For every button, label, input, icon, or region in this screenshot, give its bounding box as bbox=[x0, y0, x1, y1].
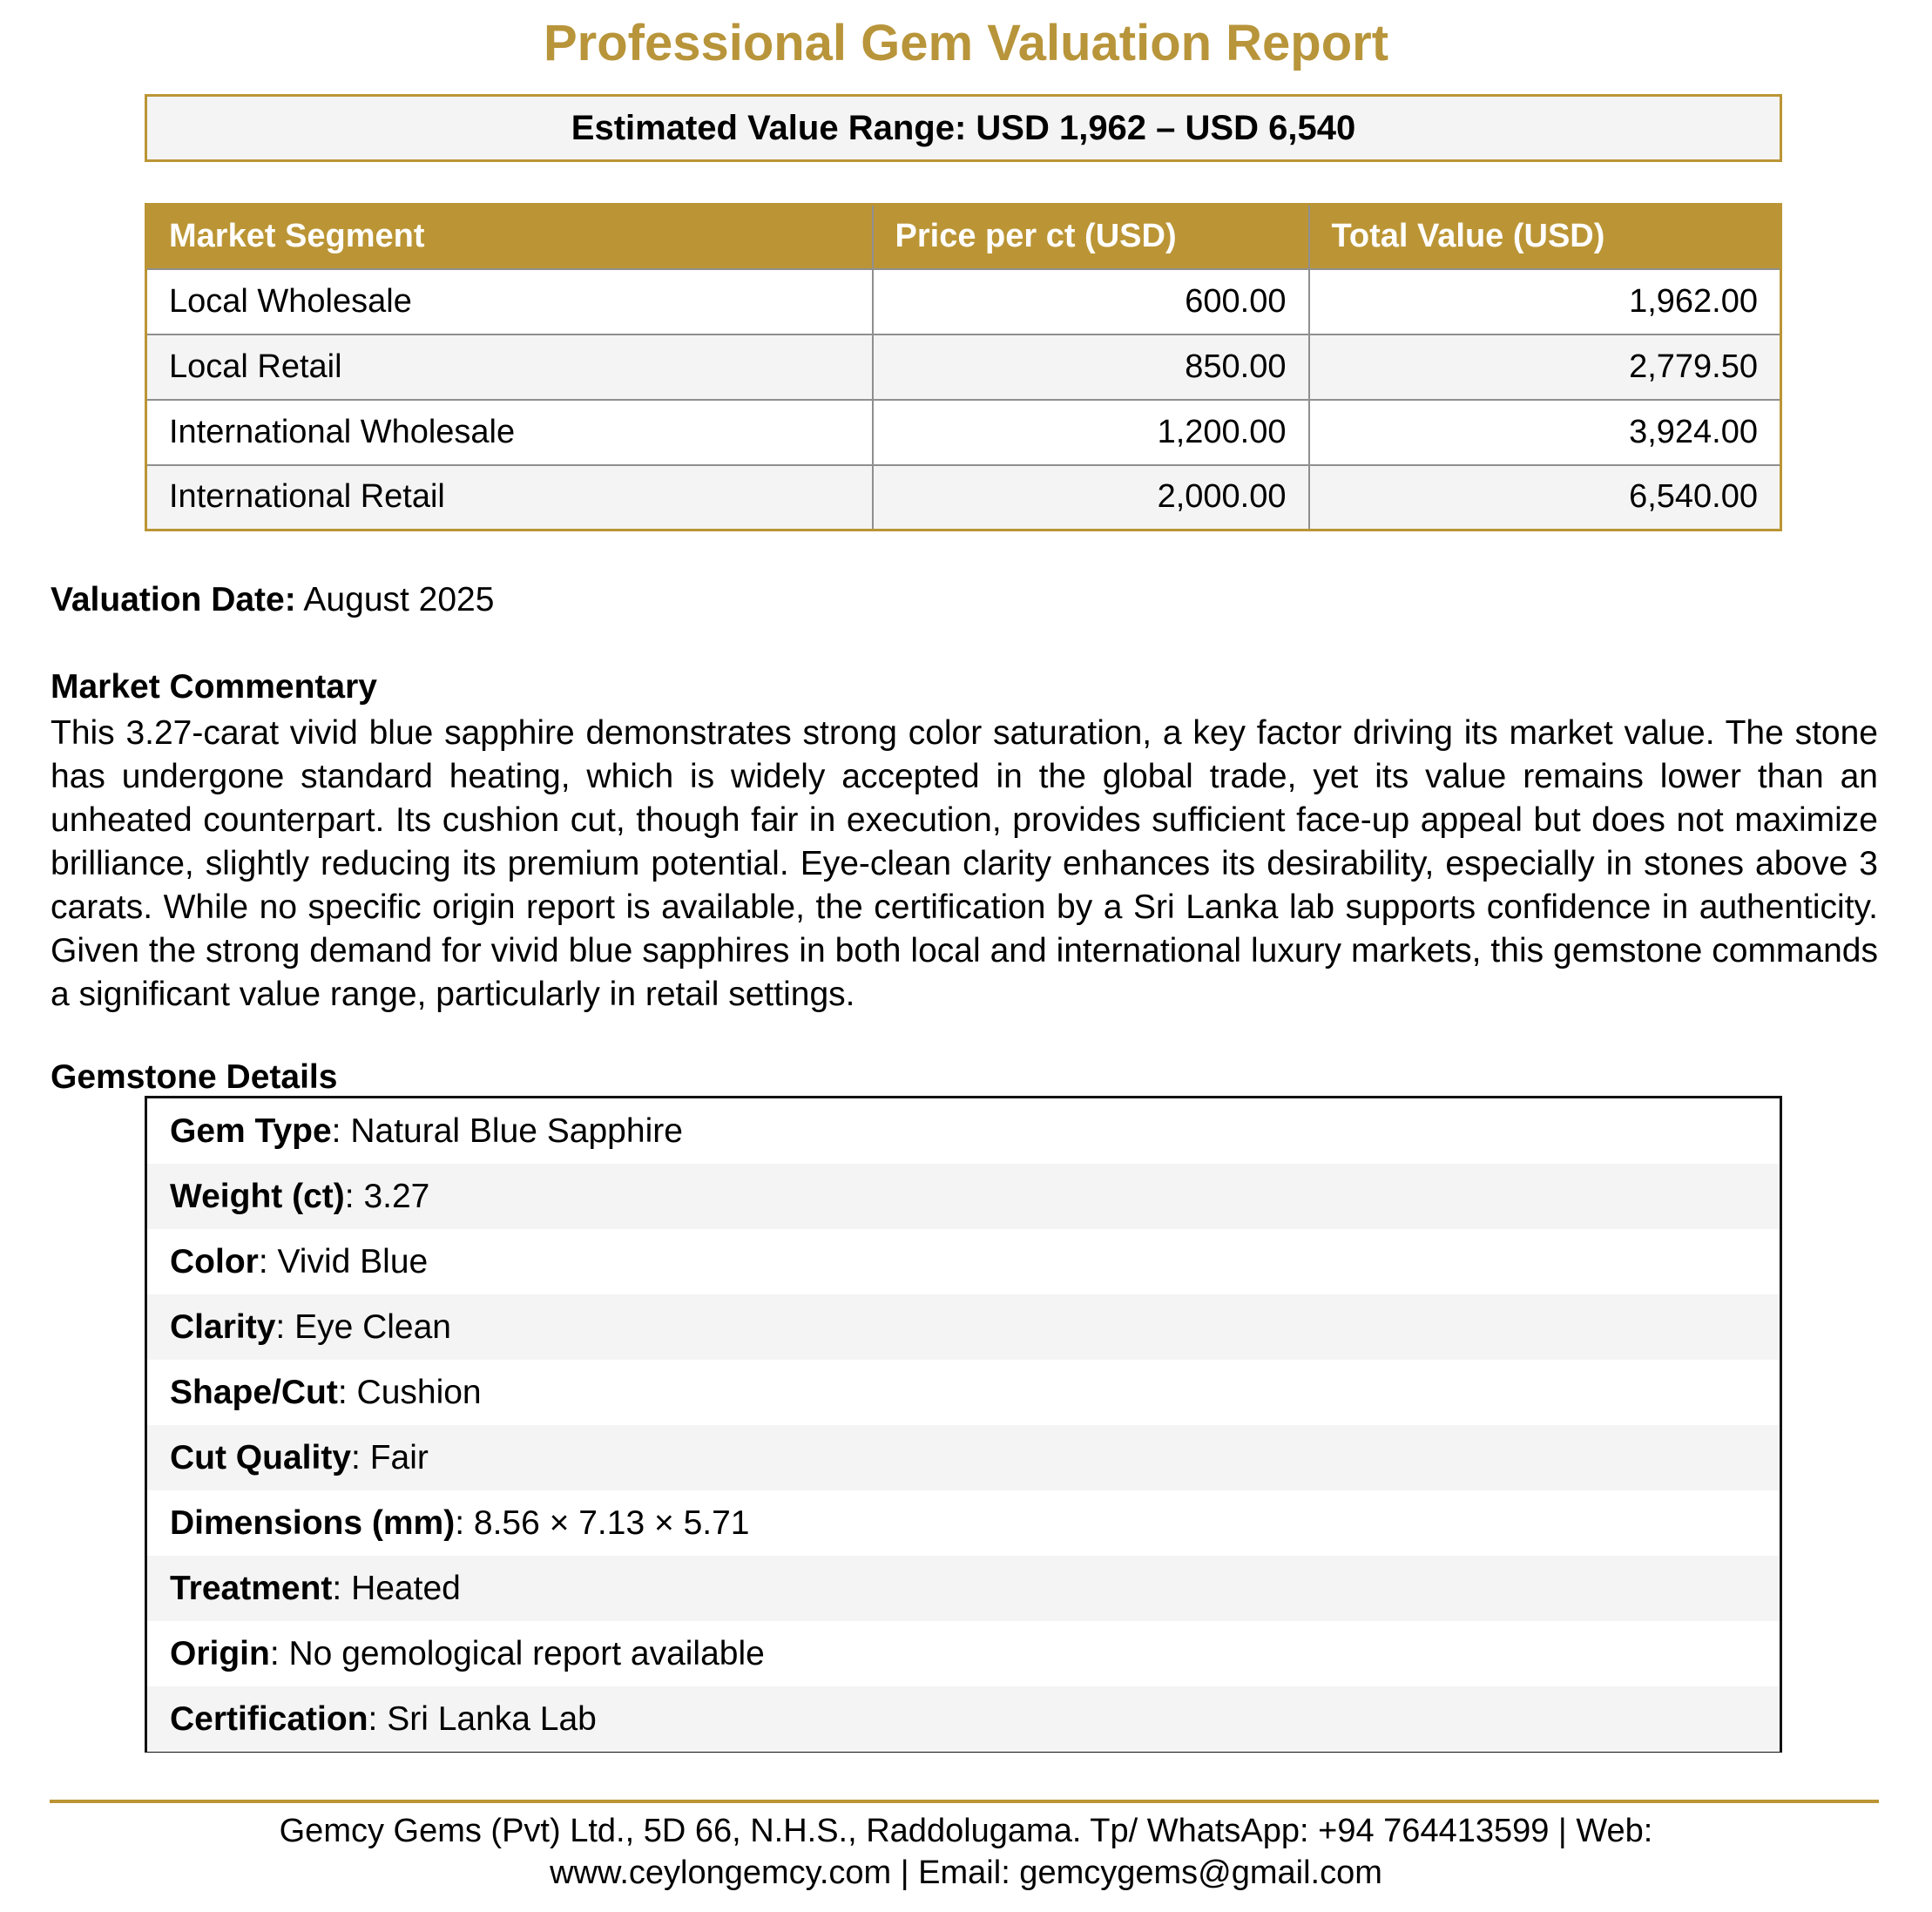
detail-value: Eye Clean bbox=[294, 1307, 451, 1346]
detail-value: Heated bbox=[351, 1569, 461, 1607]
column-header-total-value: Total Value (USD) bbox=[1309, 205, 1781, 269]
detail-value: 3.27 bbox=[363, 1177, 430, 1215]
detail-label: Certification bbox=[170, 1699, 368, 1738]
detail-row-color: Color : Vivid Blue bbox=[170, 1242, 429, 1280]
market-valuation-table bbox=[145, 203, 1782, 531]
detail-label: Color bbox=[170, 1242, 259, 1280]
detail-label: Clarity bbox=[170, 1307, 276, 1346]
segment-cell: Local Retail bbox=[146, 334, 873, 400]
footer-divider bbox=[50, 1800, 1879, 1803]
table-row bbox=[146, 465, 1781, 530]
detail-row-treatment: Treatment : Heated bbox=[147, 1556, 1780, 1621]
detail-value: Cushion bbox=[356, 1373, 482, 1411]
detail-value: Natural Blue Sapphire bbox=[350, 1111, 683, 1150]
detail-value: Fair bbox=[369, 1438, 429, 1476]
detail-label: Shape/Cut bbox=[170, 1373, 338, 1411]
footer-contact bbox=[0, 1810, 1932, 1894]
column-header-segment: Market Segment bbox=[146, 205, 873, 269]
detail-row-weight: Weight (ct) : 3.27 bbox=[147, 1164, 1780, 1229]
estimated-value-range-text: Estimated Value Range: USD 1,962 – USD 6,540 bbox=[571, 108, 1356, 147]
price-per-ct-cell: 2,000.00 bbox=[873, 465, 1309, 530]
detail-row-dimensions: Dimensions (mm) : 8.56 × 7.13 × 5.71 bbox=[170, 1503, 750, 1542]
detail-row-gem-type: Gem Type : Natural Blue Sapphire bbox=[170, 1111, 683, 1150]
total-value-cell: 2,779.50 bbox=[1309, 334, 1781, 400]
page-title: Professional Gem Valuation Report bbox=[543, 15, 1389, 71]
price-per-ct-cell: 850.00 bbox=[873, 334, 1309, 400]
table-row bbox=[146, 269, 1781, 334]
table-header-row bbox=[146, 205, 1781, 269]
market-commentary-heading: Market Commentary bbox=[51, 668, 377, 706]
table-row bbox=[146, 334, 1781, 400]
table-row bbox=[146, 400, 1781, 465]
column-header-price-per-ct: Price per ct (USD) bbox=[873, 205, 1309, 269]
segment-cell: Local Wholesale bbox=[146, 269, 873, 334]
detail-label: Cut Quality bbox=[170, 1438, 352, 1476]
segment-cell: International Wholesale bbox=[146, 400, 873, 465]
market-commentary-text: This 3.27-carat vivid blue sapphire demonstrates strong color saturation, a key factor driving its market value. The stone has undergone standard heating, which is widely accepted in the global trade, yet its value remains lower than an unheated counterpart. Its cushion cut, though fair in execution, provides sufficient face-up appeal but does not maximize brilliance, slightly reducing its premium potential. Eye-clean clarity enhances its desirability, especially in stones above 3 carats. While no specific origin report is available, the certification by a Sri Lanka lab supports confidence in authenticity. Given the strong demand for vivid blue sapphires in both local and international luxury markets, this gemstone commands a significant value range, particularly in retail settings. bbox=[51, 714, 1878, 1013]
detail-row-cut-quality: Cut Quality : Fair bbox=[147, 1425, 1780, 1490]
segment-cell: International Retail bbox=[146, 465, 873, 530]
detail-label: Origin bbox=[170, 1634, 270, 1672]
detail-label: Gem Type bbox=[170, 1111, 332, 1150]
total-value-cell: 6,540.00 bbox=[1309, 465, 1781, 530]
valuation-date bbox=[51, 580, 494, 620]
detail-label: Treatment bbox=[170, 1569, 333, 1607]
detail-row-clarity: Clarity : Eye Clean bbox=[147, 1294, 1780, 1360]
footer-address-line: Gemcy Gems (Pvt) Ltd., 5D 66, N.H.S., Raddolugama. Tp/ WhatsApp: +94 764413599 | Web: bbox=[279, 1813, 1653, 1849]
detail-value: Sri Lanka Lab bbox=[387, 1699, 597, 1738]
price-per-ct-cell: 600.00 bbox=[873, 269, 1309, 334]
valuation-date-label: Valuation Date: bbox=[51, 581, 296, 618]
estimated-value-range-box bbox=[145, 94, 1782, 162]
detail-row-shape-cut: Shape/Cut : Cushion bbox=[170, 1373, 482, 1411]
gemstone-details-heading: Gemstone Details bbox=[51, 1058, 338, 1096]
price-per-ct-cell: 1,200.00 bbox=[873, 400, 1309, 465]
detail-row-certification: Certification : Sri Lanka Lab bbox=[147, 1686, 1780, 1752]
detail-value: 8.56 × 7.13 × 5.71 bbox=[473, 1503, 750, 1542]
gemstone-details-box bbox=[145, 1096, 1782, 1753]
detail-label: Weight (ct) bbox=[170, 1177, 345, 1215]
detail-label: Dimensions (mm) bbox=[170, 1503, 456, 1542]
valuation-date-value: August 2025 bbox=[303, 581, 495, 618]
total-value-cell: 3,924.00 bbox=[1309, 400, 1781, 465]
detail-row-origin: Origin : No gemological report available bbox=[170, 1634, 765, 1672]
total-value-cell: 1,962.00 bbox=[1309, 269, 1781, 334]
footer-web-email-line: www.ceylongemcy.com | Email: gemcygems@gmail.com bbox=[550, 1855, 1382, 1891]
detail-value: No gemological report available bbox=[288, 1634, 765, 1672]
detail-value: Vivid Blue bbox=[277, 1242, 429, 1280]
